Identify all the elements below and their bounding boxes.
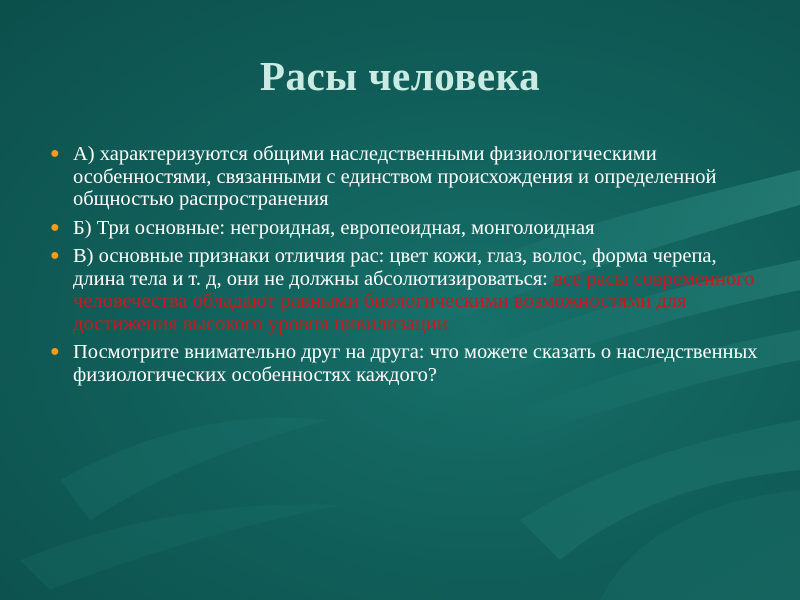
bullet-item	[48, 245, 758, 335]
slide-title: Расы человека	[259, 53, 541, 99]
bullet-item	[48, 217, 758, 240]
bullet-list	[48, 143, 758, 392]
bullet-item	[48, 143, 758, 211]
bullet-text: В) основные признаки отличия рас: цвет кожи, глаз, волос, форма черепа, длина тела и т. д, они не должны абсолютизироваться:	[73, 245, 717, 290]
filled-circle-bullet-icon: ●	[50, 218, 60, 236]
filled-circle-bullet-icon: ●	[50, 145, 60, 162]
bullet-text: А) характеризуются общими наследственными физиологическими особенностями, связанными с единством происхождения и определенной общностью распространения	[73, 143, 717, 210]
filled-circle-bullet-icon: ●	[50, 247, 60, 264]
bullet-item	[48, 341, 758, 386]
bullet-highlight-text: все расы современного человечества обладают равными биологическими возможностями для достижения высокого уровня цивилизации	[73, 267, 755, 335]
bullet-text: Б) Три основные: негроидная, европеоидная, монголоидная	[73, 216, 595, 239]
filled-circle-bullet-icon: ●	[50, 343, 60, 360]
bullet-text: Посмотрите внимательно друг на друга: что можете сказать о наследственных физиологических особенностях каждого?	[73, 341, 758, 386]
